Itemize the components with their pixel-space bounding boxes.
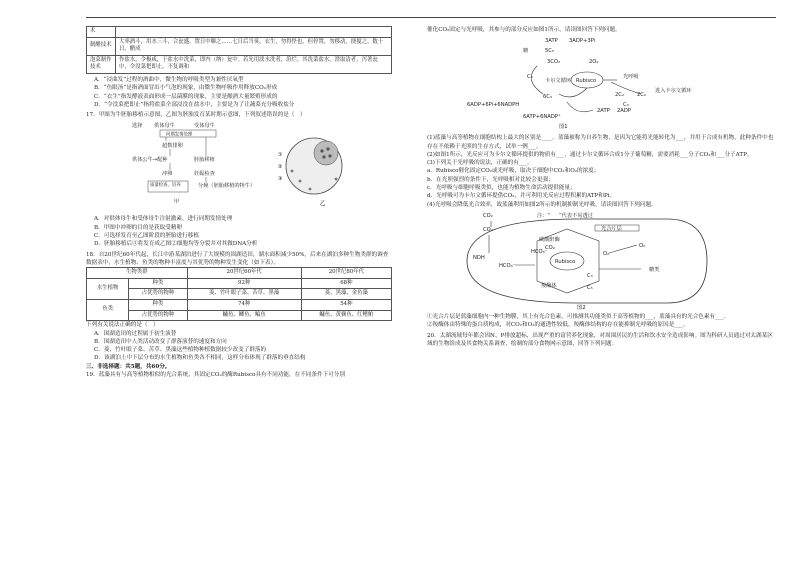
- figure-2-carboxysome: [427, 211, 775, 311]
- fig1-label: Rubisco: [576, 78, 597, 85]
- q19-part-4-1: ①光合片层是蓝藻细胞内一种生物膜，其上有光合色素，可推测其功能类似于高等植物的___，蓝藻具有的光合色素有___。: [427, 313, 730, 320]
- q16-option-d: D．“令没菜把即止”指将盐菜全部浸没在盐水中，主要是为了让蔬菜充分吸收盐分: [94, 101, 295, 108]
- embryo-transfer-figure: [86, 121, 392, 213]
- fig-number: ③: [278, 176, 283, 183]
- table-cell: 种类: [129, 278, 187, 289]
- q19-part-2: (2)如图1所示，光反应可为卡尔文循环提供的物质有___，通过卡尔文循环合成1分子葡萄糖，需要消耗___分子CO₂和___分子ATP。: [427, 151, 753, 158]
- table-cell: 作盐水，令极咸，于盐水中洗菜，即内（纳）瓮中。若先用淡水洗者，菹烂。其洗菜盐水，澄取清者，泻著瓮中，令没菜把即止，不复调和: [116, 55, 392, 73]
- fig2-label: CO₂: [483, 226, 493, 233]
- fig1-label: 3ADP+3Pi: [569, 38, 596, 45]
- table-cell: 鳙鱼、黄颡鱼、红鳍鲌: [301, 310, 391, 321]
- fig1-label: 2C₂: [615, 92, 625, 99]
- q18-option-a: A．围湖造田的过程属于初生演替: [94, 330, 177, 337]
- fig1-label: 2ATP: [597, 108, 610, 115]
- fig2-label: 光合片层: [601, 225, 622, 232]
- q19-part-1: (1)蓝藻与高等植物在细胞结构上最大的区别是____。蓝藻被称为自养生物，是因为它能将光能转化为___，并用于合成有机物，此种条件中也存在不依赖于光照的生存方式，试举一例___。: [427, 135, 774, 150]
- left-column: [86, 26, 392, 379]
- fig2-label: 羧酶体: [541, 282, 557, 289]
- fig2-label: C₅: [587, 284, 593, 291]
- fig1-label: C₃: [623, 102, 629, 109]
- table-row: [87, 55, 392, 73]
- table-cell: 制醋技术: [87, 37, 116, 55]
- table-cell: 54种: [301, 300, 391, 311]
- table-cell: 术: [87, 27, 116, 38]
- table-header: 生物类群: [87, 268, 188, 279]
- table-cell: 68种: [301, 278, 391, 289]
- table-cell: 水生植物: [87, 278, 129, 299]
- table-cell: 鳙鱼、鲫鱼、鳊鱼: [187, 310, 301, 321]
- fig2-label: O₂: [603, 250, 610, 257]
- fig-label: 妊娠检查: [194, 171, 215, 178]
- fig1-label: 糖: [523, 48, 529, 55]
- fig2-label: 注：“: [537, 212, 551, 219]
- q16-option-a: A．“浸曲发”过程的酒曲中，微生物的呼吸类型为兼性厌氧型: [94, 76, 244, 83]
- q19-intro: 催化CO₂固定与光呼吸，其参与的部分反应如图1所示，请读图回答下列问题。: [427, 27, 621, 33]
- q19-part-4-2: ②羧酶体由特殊的蛋白质构成，对CO₂和O₂的通透性较低，羧酶体结构的存在能抑制光呼吸的原因是___。: [427, 322, 689, 329]
- table-cell: 74种: [187, 300, 301, 311]
- fig1-label: 5C₅: [545, 48, 555, 55]
- fig1-label: 6ADP+6Pi+6NADPH: [467, 102, 520, 109]
- q17-option-c: C．可选择发育至乙图阶段的胚胎进行移植: [94, 233, 199, 240]
- table-cell: 占优势的物种: [129, 310, 187, 321]
- q18-option-d: D．该湖泊上中下层分布的水生植物和鱼类各不相同，这样分布体现了群落的垂直结构: [94, 355, 306, 362]
- fig1-label: 进入卡尔文循环: [655, 88, 692, 95]
- fig-label: 分娩（胚胎移植的犊牛）: [198, 183, 256, 190]
- fig-label: 胚胎移植: [194, 157, 215, 164]
- blastocyst-diagram: [278, 138, 342, 207]
- table-cell: 92种: [187, 278, 301, 289]
- table-cell: [116, 27, 392, 38]
- fig2-label: CO₂: [545, 244, 555, 251]
- fig1-label: 2C₂: [637, 92, 647, 99]
- section-heading: 三、非选择题：共5题，共60分。: [86, 363, 171, 370]
- fig-label: 质量检查、培养: [150, 183, 181, 189]
- fig-label: 乙: [320, 201, 326, 208]
- fig-label: 供体母牛: [154, 123, 175, 130]
- fig2-label: CO₂: [483, 212, 493, 219]
- fig-label: 选择: [132, 123, 143, 130]
- fig-label: 冲卵: [162, 171, 173, 178]
- table-cell: 大率酒斗，用水三斗，合瓮盛，置日中曝之……七日后当臭，衣生，勿得怪也，但停置，勿移动，挠搅之。数十日，醋成: [116, 37, 392, 55]
- fig-label: 甲: [174, 199, 180, 206]
- q18-option-c: C．菱、竹叶眼子菜、苦草、黑藻这些植物种植数据较少改变了群落的: [94, 347, 267, 354]
- fig-label: 供体公牛→配种: [132, 157, 168, 164]
- q19-part-3-option-b: b．在光照强烈的条件下，光呼吸相对比较会更强；: [427, 176, 554, 183]
- fig2-label: ”代表不易透过: [559, 212, 593, 219]
- fig-label: 受体母牛: [194, 123, 215, 130]
- lake-species-table: [86, 267, 392, 321]
- table-header: 20世纪80年代: [301, 268, 391, 279]
- q19-part-3: (3)下列关于光呼吸的说法，正确的有___。: [427, 160, 533, 167]
- fig2-label: HCO₃⁻: [531, 248, 548, 255]
- q18-stem: 18．自20世纪60年代起，长江中游某湖泊进行了大规模的围湖造田，湖水面积减少50%，后来在湖泊多种生物类群的调查数据表中，水生植物、鱼类的物种丰富度与其优势的物种发生变化（如下表）。: [86, 251, 389, 266]
- q20-stem: 20．太湖流域每年都会因N、P排放超标，出现严重的富营养化现象，对周围居民的生活和饮水安全造成影响。图为科研人员通过对太湖某区域的生物组成及其食物关系调查，绘制的部分食物网示意图，回答下列问题：: [427, 332, 773, 347]
- fig2-label: O₂: [639, 242, 646, 249]
- fig2-label: HCO₃⁻: [499, 262, 516, 269]
- fig1-label: 3ATP: [545, 38, 558, 45]
- fig1-caption: 图1: [559, 124, 568, 131]
- fig2-label: 糖类: [649, 266, 660, 273]
- q17-option-a: A．对供体母牛和受体母牛注射激素，进行同期发情处理: [94, 216, 233, 223]
- technique-table: [86, 26, 392, 74]
- fig1-label: 6C₃: [543, 94, 553, 101]
- table-cell: 占优势的物种: [129, 289, 187, 300]
- table-row: [87, 300, 392, 311]
- fig-number: ②: [278, 164, 283, 171]
- fig2-label: C₃: [587, 272, 593, 279]
- fig2-label: 碳酸酐酶: [539, 236, 560, 243]
- fig1-label: 2O₂: [589, 59, 599, 66]
- q17-option-b: B．甲图中冲卵的目的是获取受精卵: [94, 224, 183, 231]
- fig-number: ①: [278, 152, 283, 159]
- table-row: [87, 37, 392, 55]
- q19-stem: 19．蓝藻具有与高等植物相似的光合系统，其固定CO₂的酶Rubisco具有不同功能，在不同条件下可分别: [86, 371, 345, 378]
- table-cell: 菱、竹叶眼子菜、苦草、黑藻: [187, 289, 301, 300]
- fig2-label: NDH: [473, 254, 485, 261]
- fig1-label: 6ATP+6NADP⁺: [523, 114, 561, 121]
- table-cell: 泡菜制作技术: [87, 55, 116, 73]
- header-rule: [86, 17, 776, 18]
- right-column: [427, 26, 775, 348]
- table-header: 20世纪60年代: [187, 268, 301, 279]
- fig1-label: 光呼吸: [623, 74, 639, 81]
- table-row: [87, 289, 392, 300]
- q16-option-c: C．“衣生”指发酵液表面形成一层菌膜的现象，主要是酿酒大量繁殖形成的: [94, 93, 278, 100]
- q19-part-3-option-a: a．Rubisco催化固定CO₂或光呼吸，取决于细胞中CO₂和O₂的浓度；: [427, 168, 600, 175]
- table-row: [87, 310, 392, 321]
- q17-option-d: D．胚胎移植后③将发育成乙图②细胞均等分裂并对其做DNA分析: [94, 241, 258, 248]
- table-cell: 菱、黑藻、金鱼藻: [301, 289, 391, 300]
- q19-part-3-option-d: d．光呼吸可为卡尔文循环提供CO₂，并可利用光反应过程积累的ATP和Pi。: [427, 193, 616, 200]
- fig1-label: 3CO₂: [547, 59, 561, 66]
- q16-option-b: B．“鱼眼汤”是指酒面冒出小气泡的现象，由微生物呼吸作用释放CO₂形成: [94, 85, 278, 92]
- table-cell: 种类: [129, 300, 187, 311]
- q18-ask: 下列有关说法正确的是（ ）: [86, 322, 159, 329]
- fig2-label: Rubisco: [555, 258, 576, 265]
- table-row: [87, 27, 392, 38]
- fig2-caption: 图2: [577, 304, 586, 311]
- q19-part-3-option-c: c．光呼吸与细胞呼吸类似，也能为植物生命活动提供能量；: [427, 185, 576, 192]
- table-cell: 鱼类: [87, 300, 129, 321]
- table-row: [87, 268, 392, 279]
- fig1-label: C₃: [527, 74, 533, 81]
- fig1-label: 2ADP: [617, 108, 631, 115]
- figure-1-calvin-photorespiration: [427, 36, 775, 132]
- fig-label: 超数排卵: [162, 143, 183, 150]
- table-row: [87, 278, 392, 289]
- q18-option-b: B．围湖造田中人类活动改变了群落演替的速度和方向: [94, 338, 227, 345]
- q19-part-4: (4)光呼吸会降低光合效率，故蓝藻利用如图2所示的机制抑制光呼吸，请读图回答下列问题。: [427, 201, 657, 208]
- q17-stem: 17．甲图为牛胚胎移植示意图，乙图为胚胎发育某时期示意图，下列叙述错误的是（ ）: [86, 112, 306, 119]
- fig1-label: 卡尔文循环: [545, 78, 571, 85]
- fig-label: 同期发情处理: [166, 132, 193, 138]
